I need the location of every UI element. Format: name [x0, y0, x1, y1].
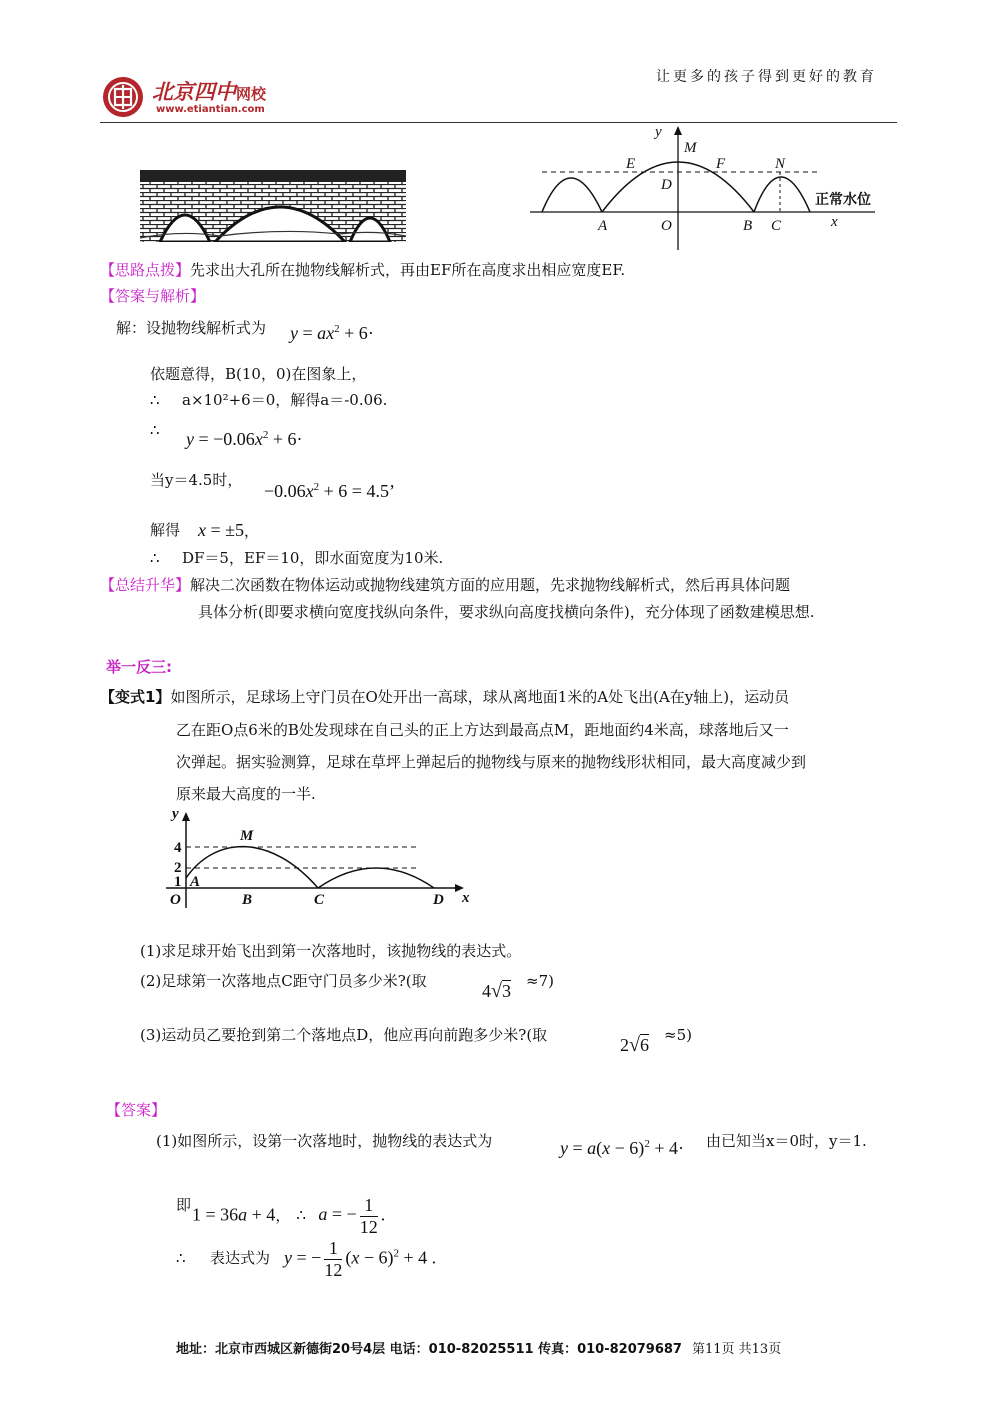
answer-label-2: 【答案】	[106, 1101, 167, 1119]
sqrt-4root3: 4√3	[482, 980, 511, 1002]
label-water-level: 正常水位	[815, 192, 871, 208]
bridge-illustration	[140, 168, 408, 242]
label-M: M	[240, 828, 254, 844]
label-D: D	[433, 892, 444, 908]
formula-specific: $y = -0.06x^2 + 6\cdot$	[186, 429, 303, 449]
variant-paragraph-2: 乙在距O点6米的B处发现球在自己头的正上方达到最高点M，距地面约4米高，球落地后又一	[176, 721, 789, 739]
slogan: 让更多的孩子得到更好的教育	[656, 69, 877, 85]
label-E: E	[626, 156, 636, 172]
tick-4: 4	[174, 840, 182, 856]
summary-line-2: 具体分析(即要求横向宽度找纵向条件，要求纵向高度找横向条件)，充分体现了函数建模思想.	[198, 603, 815, 621]
formula-roots: x = ±5，	[198, 520, 260, 540]
answer-line-1-suffix: 由已知当x＝0时，y＝1.	[706, 1132, 867, 1150]
tick-2: 2	[174, 860, 182, 876]
variant-paragraph-3: 次弹起。据实验测算，足球在草坪上弹起后的抛物线与原来的抛物线形状相同，最大高度减少到	[176, 753, 807, 771]
label-y: y	[655, 124, 662, 140]
solution-line-2: 依题意得，B(10，0)在图象上，	[150, 365, 367, 383]
label-D: D	[661, 177, 672, 193]
answer-line-3: 表达式为	[210, 1249, 271, 1267]
label-B: B	[743, 218, 753, 234]
question-3-suffix: ≈5)	[664, 1026, 692, 1044]
solution-line-3: a×10²+6＝0，解得a＝-0.06.	[182, 391, 388, 409]
therefore-symbol: ∴	[150, 391, 160, 409]
logo	[100, 74, 285, 120]
label-B: B	[242, 892, 253, 908]
label-A: A	[190, 874, 201, 890]
bridge-parabola-diagram	[530, 122, 900, 252]
solution-intro: 解：设抛物线解析式为	[116, 319, 267, 337]
tick-1: 1	[174, 874, 182, 890]
label-C: C	[771, 218, 782, 234]
answer-label: 【答案与解析】	[100, 287, 206, 305]
solution-line-7: DF＝5，EF＝10，即水面宽度为10米.	[182, 549, 444, 567]
summary-line-1: 【总结升华】解决二次函数在物体运动或抛物线建筑方面的应用题，先求抛物线解析式，然后再具体问题	[100, 576, 791, 594]
label-A: A	[598, 218, 608, 234]
therefore-symbol: ∴	[176, 1249, 186, 1267]
section-title: 举一反三:	[106, 658, 172, 676]
label-F: F	[716, 156, 726, 172]
label-O: O	[661, 218, 672, 234]
label-N: N	[775, 156, 786, 172]
logo-seal-icon	[100, 74, 148, 120]
variant-paragraph-4: 原来最大高度的一半.	[176, 785, 316, 803]
formula-vertex-form: $y = a(x - 6)^2 + 4\cdot$	[560, 1138, 684, 1158]
formula-solve-a: 1 = 36a + 4， ∴ a = − $\frac{1}{12}$ .	[192, 1195, 386, 1237]
label-C: C	[314, 892, 325, 908]
question-3: (3)运动员乙要抢到第二个落地点D，他应再向前跑多少米?(取	[140, 1026, 548, 1044]
answer-line-1: (1)如图所示，设第一次落地时，抛物线的表达式为	[156, 1132, 493, 1150]
therefore-symbol: ∴	[150, 549, 160, 567]
sqrt-2root6: 2√6	[620, 1034, 649, 1056]
hint-line: 【思路点拨】先求出大孔所在抛物线解析式，再由EF所在高度求出相应宽度EF.	[100, 261, 626, 279]
label-O: O	[170, 892, 181, 908]
question-2: (2)足球第一次落地点C距守门员多少米?(取	[140, 972, 427, 990]
formula-final: y = − $\frac{1}{12}$ $(x - 6)^2 + 4$ .	[284, 1238, 437, 1280]
solution-line-5: 当y＝4.5时，	[150, 471, 243, 489]
solution-line-6: 解得	[150, 521, 181, 539]
formula-equation: $-0.06x^2 + 6 = 4.5$’	[264, 481, 395, 501]
label-x: x	[831, 214, 838, 230]
question-2-suffix: ≈7)	[526, 972, 554, 990]
logo-url: www.etiantian.com	[156, 104, 265, 115]
answer-line-2: 即	[176, 1196, 192, 1214]
question-1: (1)求足球开始飞出到第一次落地时，该抛物线的表达式。	[140, 942, 522, 960]
label-y: y	[172, 806, 179, 822]
logo-text: 北京四中网校	[152, 79, 267, 104]
label-M: M	[684, 140, 697, 156]
footer: 地址：北京市西城区新德街20号4层 电话：010-82025511 传真：010-82079687 第11页 共13页	[176, 1342, 782, 1357]
formula-general: $y = ax^2 + 6\cdot$	[290, 323, 374, 343]
label-x: x	[462, 890, 470, 906]
variant-paragraph-1: 【变式1】如图所示，足球场上守门员在O处开出一高球，球从离地面1米的A处飞出(A在y轴上)，运动员	[100, 688, 790, 706]
therefore-symbol: ∴	[150, 421, 160, 439]
